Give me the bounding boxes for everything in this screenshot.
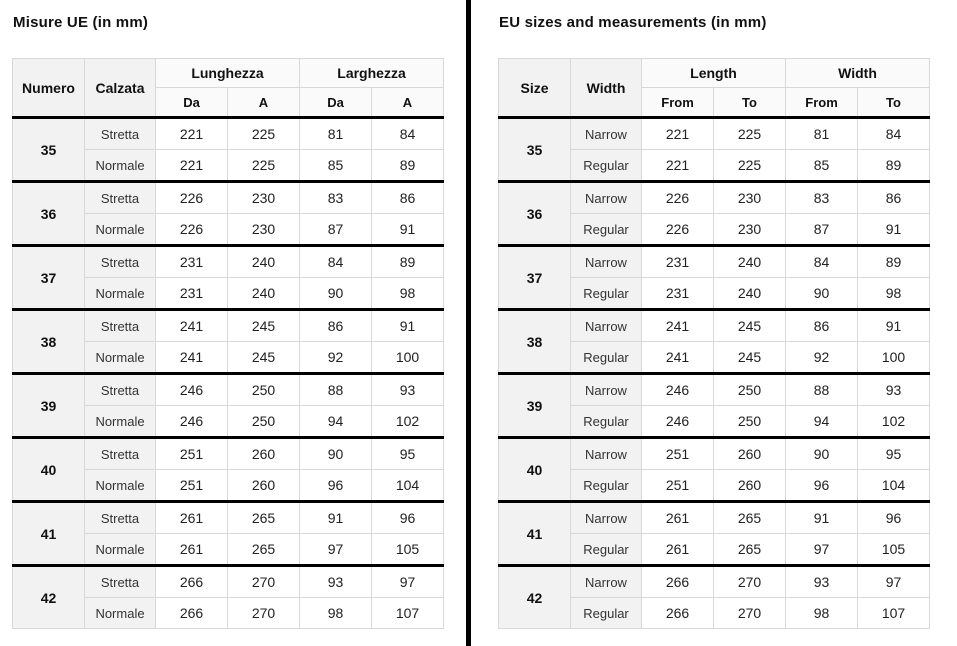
table-title-italian: Misure UE (in mm): [13, 14, 149, 31]
fit-cell: Stretta: [85, 118, 156, 150]
length-to-cell: 240: [228, 246, 300, 278]
length-to-cell: 225: [714, 150, 786, 182]
table-row: [13, 374, 444, 406]
length-from-cell: 226: [642, 182, 714, 214]
width-from-cell: 90: [786, 438, 858, 470]
width-from-cell: 88: [786, 374, 858, 406]
fit-cell: Normale: [85, 470, 156, 502]
length-to-cell: 270: [228, 598, 300, 629]
fit-cell: Stretta: [85, 310, 156, 342]
width-from-cell: 86: [786, 310, 858, 342]
width-from-cell: 84: [786, 246, 858, 278]
length-to-cell: 265: [228, 502, 300, 534]
length-from-cell: 261: [642, 502, 714, 534]
width-to-cell: 93: [858, 374, 930, 406]
length-from-cell: 241: [642, 310, 714, 342]
length-from-cell: 266: [156, 598, 228, 629]
fit-cell: Stretta: [85, 374, 156, 406]
length-to-cell: 245: [228, 310, 300, 342]
width-from-cell: 88: [300, 374, 372, 406]
table-row: [13, 246, 444, 278]
size-cell: 36: [499, 182, 571, 246]
size-cell: 39: [499, 374, 571, 438]
width-to-cell: 84: [858, 118, 930, 150]
size-cell: 36: [13, 182, 85, 246]
width-to-cell: 104: [372, 470, 444, 502]
width-to-cell: 105: [858, 534, 930, 566]
size-group: [13, 502, 444, 566]
width-from-cell: 94: [300, 406, 372, 438]
fit-cell: Normale: [85, 598, 156, 629]
width-from-cell: 90: [300, 438, 372, 470]
length-from-cell: 261: [156, 534, 228, 566]
length-from-cell: 251: [642, 438, 714, 470]
header-width-group: Larghezza: [300, 59, 444, 88]
fit-cell: Stretta: [85, 182, 156, 214]
length-from-cell: 221: [642, 118, 714, 150]
size-cell: 40: [499, 438, 571, 502]
fit-cell: Regular: [571, 214, 642, 246]
header-length-group: Length: [642, 59, 786, 88]
header-length-from: From: [642, 88, 714, 118]
size-cell: 38: [13, 310, 85, 374]
fit-cell: Narrow: [571, 118, 642, 150]
table-row: [13, 182, 444, 214]
fit-cell: Normale: [85, 406, 156, 438]
size-cell: 37: [13, 246, 85, 310]
width-to-cell: 91: [858, 310, 930, 342]
size-cell: 38: [499, 310, 571, 374]
width-from-cell: 83: [300, 182, 372, 214]
width-from-cell: 93: [786, 566, 858, 598]
length-to-cell: 270: [714, 566, 786, 598]
width-to-cell: 89: [372, 246, 444, 278]
width-from-cell: 81: [786, 118, 858, 150]
length-from-cell: 241: [642, 342, 714, 374]
table-row: [13, 502, 444, 534]
width-from-cell: 98: [786, 598, 858, 629]
length-to-cell: 250: [714, 406, 786, 438]
size-group: [499, 118, 930, 182]
width-to-cell: 107: [372, 598, 444, 629]
size-cell: 41: [13, 502, 85, 566]
length-to-cell: 245: [714, 310, 786, 342]
length-from-cell: 251: [156, 470, 228, 502]
length-from-cell: 226: [642, 214, 714, 246]
width-to-cell: 98: [858, 278, 930, 310]
table-row: [13, 310, 444, 342]
width-from-cell: 97: [300, 534, 372, 566]
length-to-cell: 245: [714, 342, 786, 374]
table-row: [499, 310, 930, 342]
width-from-cell: 91: [786, 502, 858, 534]
width-from-cell: 84: [300, 246, 372, 278]
length-from-cell: 266: [156, 566, 228, 598]
width-from-cell: 90: [786, 278, 858, 310]
table-row: [499, 182, 930, 214]
width-to-cell: 100: [858, 342, 930, 374]
size-group: [13, 246, 444, 310]
header-size: Numero: [13, 59, 85, 118]
table-header: [499, 59, 930, 118]
width-from-cell: 98: [300, 598, 372, 629]
fit-cell: Regular: [571, 406, 642, 438]
fit-cell: Normale: [85, 534, 156, 566]
width-to-cell: 96: [858, 502, 930, 534]
width-to-cell: 84: [372, 118, 444, 150]
header-width-from: From: [786, 88, 858, 118]
width-to-cell: 95: [372, 438, 444, 470]
fit-cell: Regular: [571, 278, 642, 310]
header-fit: Width: [571, 59, 642, 118]
length-to-cell: 240: [228, 278, 300, 310]
length-from-cell: 246: [642, 374, 714, 406]
length-from-cell: 241: [156, 342, 228, 374]
length-from-cell: 246: [642, 406, 714, 438]
width-to-cell: 86: [372, 182, 444, 214]
fit-cell: Stretta: [85, 566, 156, 598]
length-to-cell: 260: [228, 438, 300, 470]
length-from-cell: 261: [642, 534, 714, 566]
length-to-cell: 250: [228, 406, 300, 438]
size-group: [499, 182, 930, 246]
width-to-cell: 89: [858, 246, 930, 278]
length-to-cell: 225: [714, 118, 786, 150]
size-group: [499, 438, 930, 502]
fit-cell: Narrow: [571, 566, 642, 598]
size-cell: 42: [499, 566, 571, 629]
width-from-cell: 91: [300, 502, 372, 534]
size-group: [13, 310, 444, 374]
fit-cell: Regular: [571, 598, 642, 629]
table-row: [13, 566, 444, 598]
length-to-cell: 270: [714, 598, 786, 629]
fit-cell: Stretta: [85, 438, 156, 470]
size-group: [499, 310, 930, 374]
length-to-cell: 230: [228, 214, 300, 246]
length-from-cell: 226: [156, 182, 228, 214]
fit-cell: Narrow: [571, 438, 642, 470]
header-width-from: Da: [300, 88, 372, 118]
width-from-cell: 97: [786, 534, 858, 566]
fit-cell: Narrow: [571, 246, 642, 278]
table-row: [499, 438, 930, 470]
size-group: [13, 438, 444, 502]
width-from-cell: 83: [786, 182, 858, 214]
length-to-cell: 260: [714, 470, 786, 502]
table-row: [499, 502, 930, 534]
width-from-cell: 87: [300, 214, 372, 246]
header-width-to: A: [372, 88, 444, 118]
header-length-to: A: [228, 88, 300, 118]
length-from-cell: 221: [156, 118, 228, 150]
width-to-cell: 89: [858, 150, 930, 182]
width-from-cell: 92: [786, 342, 858, 374]
table-row: [499, 246, 930, 278]
header-row-groups: [499, 59, 930, 88]
length-from-cell: 221: [642, 150, 714, 182]
table-title-english: EU sizes and measurements (in mm): [499, 14, 767, 31]
width-to-cell: 102: [372, 406, 444, 438]
size-table-italian: [12, 58, 444, 629]
width-to-cell: 105: [372, 534, 444, 566]
length-to-cell: 240: [714, 278, 786, 310]
header-width-to: To: [858, 88, 930, 118]
vertical-divider: [466, 0, 471, 646]
width-from-cell: 96: [300, 470, 372, 502]
size-cell: 41: [499, 502, 571, 566]
size-group: [13, 118, 444, 182]
length-from-cell: 261: [156, 502, 228, 534]
length-to-cell: 240: [714, 246, 786, 278]
size-group: [499, 502, 930, 566]
table-row: [13, 118, 444, 150]
length-from-cell: 231: [156, 278, 228, 310]
header-length-from: Da: [156, 88, 228, 118]
length-to-cell: 265: [228, 534, 300, 566]
fit-cell: Normale: [85, 278, 156, 310]
size-chart-panel-english: [498, 0, 929, 629]
width-from-cell: 96: [786, 470, 858, 502]
length-from-cell: 246: [156, 406, 228, 438]
length-from-cell: 266: [642, 566, 714, 598]
length-to-cell: 250: [714, 374, 786, 406]
width-to-cell: 93: [372, 374, 444, 406]
width-to-cell: 91: [858, 214, 930, 246]
width-from-cell: 85: [786, 150, 858, 182]
length-to-cell: 225: [228, 118, 300, 150]
fit-cell: Stretta: [85, 246, 156, 278]
length-to-cell: 230: [714, 182, 786, 214]
length-to-cell: 225: [228, 150, 300, 182]
fit-cell: Narrow: [571, 374, 642, 406]
table-row: [499, 566, 930, 598]
width-to-cell: 91: [372, 310, 444, 342]
width-from-cell: 87: [786, 214, 858, 246]
size-cell: 42: [13, 566, 85, 629]
width-from-cell: 85: [300, 150, 372, 182]
size-cell: 39: [13, 374, 85, 438]
length-to-cell: 245: [228, 342, 300, 374]
size-group: [499, 566, 930, 629]
width-to-cell: 98: [372, 278, 444, 310]
length-from-cell: 251: [156, 438, 228, 470]
fit-cell: Narrow: [571, 182, 642, 214]
width-from-cell: 86: [300, 310, 372, 342]
width-from-cell: 93: [300, 566, 372, 598]
length-to-cell: 260: [714, 438, 786, 470]
length-from-cell: 231: [156, 246, 228, 278]
length-to-cell: 230: [228, 182, 300, 214]
size-group: [499, 374, 930, 438]
size-cell: 37: [499, 246, 571, 310]
width-to-cell: 89: [372, 150, 444, 182]
size-cell: 35: [499, 118, 571, 182]
length-to-cell: 270: [228, 566, 300, 598]
length-to-cell: 250: [228, 374, 300, 406]
table-row: [13, 438, 444, 470]
length-to-cell: 265: [714, 502, 786, 534]
size-chart-panel-italian: [12, 0, 444, 629]
table-header: [13, 59, 444, 118]
width-to-cell: 97: [372, 566, 444, 598]
header-length-group: Lunghezza: [156, 59, 300, 88]
length-to-cell: 265: [714, 534, 786, 566]
width-to-cell: 91: [372, 214, 444, 246]
size-table-english: [498, 58, 930, 629]
fit-cell: Normale: [85, 342, 156, 374]
header-length-to: To: [714, 88, 786, 118]
fit-cell: Stretta: [85, 502, 156, 534]
width-to-cell: 95: [858, 438, 930, 470]
size-group: [499, 246, 930, 310]
fit-cell: Regular: [571, 470, 642, 502]
length-to-cell: 230: [714, 214, 786, 246]
width-from-cell: 90: [300, 278, 372, 310]
length-from-cell: 231: [642, 246, 714, 278]
width-to-cell: 107: [858, 598, 930, 629]
fit-cell: Regular: [571, 342, 642, 374]
width-to-cell: 86: [858, 182, 930, 214]
fit-cell: Normale: [85, 214, 156, 246]
fit-cell: Narrow: [571, 502, 642, 534]
fit-cell: Narrow: [571, 310, 642, 342]
length-from-cell: 231: [642, 278, 714, 310]
fit-cell: Normale: [85, 150, 156, 182]
header-row-groups: [13, 59, 444, 88]
size-group: [13, 182, 444, 246]
width-to-cell: 96: [372, 502, 444, 534]
length-from-cell: 266: [642, 598, 714, 629]
fit-cell: Regular: [571, 534, 642, 566]
fit-cell: Regular: [571, 150, 642, 182]
header-fit: Calzata: [85, 59, 156, 118]
table-row: [499, 374, 930, 406]
width-to-cell: 97: [858, 566, 930, 598]
width-from-cell: 92: [300, 342, 372, 374]
size-cell: 35: [13, 118, 85, 182]
width-to-cell: 102: [858, 406, 930, 438]
length-from-cell: 246: [156, 374, 228, 406]
width-from-cell: 94: [786, 406, 858, 438]
table-row: [499, 118, 930, 150]
length-to-cell: 260: [228, 470, 300, 502]
width-from-cell: 81: [300, 118, 372, 150]
header-size: Size: [499, 59, 571, 118]
size-group: [13, 566, 444, 629]
length-from-cell: 251: [642, 470, 714, 502]
length-from-cell: 221: [156, 150, 228, 182]
length-from-cell: 241: [156, 310, 228, 342]
header-width-group: Width: [786, 59, 930, 88]
size-group: [13, 374, 444, 438]
width-to-cell: 100: [372, 342, 444, 374]
width-to-cell: 104: [858, 470, 930, 502]
size-cell: 40: [13, 438, 85, 502]
length-from-cell: 226: [156, 214, 228, 246]
